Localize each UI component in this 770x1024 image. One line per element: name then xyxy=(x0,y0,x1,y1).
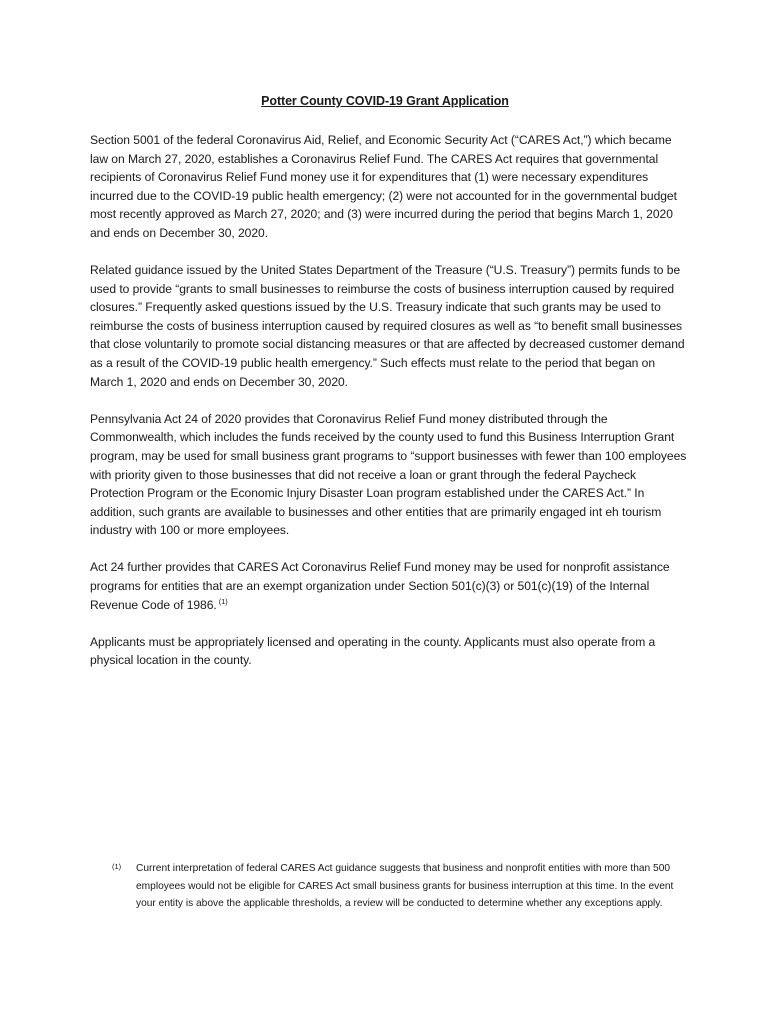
paragraph-treasury-guidance: Related guidance issued by the United States Department of the Treasure (“U.S. Treasury”) permits funds to be used to provide “grants to small businesses to reimburse the costs of business interruption caused by required closures.” Frequently asked questions issued by the U.S. Treasury indicate that such grants may be used to reimburse the costs of business interruption caused by required closures as well as “to benefit small businesses that close voluntarily to promote social distancing measures or that are affected by decreased customer demand as a result of the COVID-19 public health emergency.” Such effects must relate to the period that began on March 1, 2020 and ends on December 30, 2020. xyxy=(90,263,685,389)
paragraph-nonprofit-text: Act 24 further provides that CARES Act Coronavirus Relief Fund money may be used for nonprofit assistance programs for entities that are an exempt organization under Section 501(c)(3) or 501(c)(19) of the Internal Revenue Code of 1986. xyxy=(90,560,670,612)
footnote-reference: (1) xyxy=(218,596,228,606)
paragraph-eligibility: Applicants must be appropriately licensed and operating in the county. Applicants must also operate from a physical location in the county. xyxy=(90,634,656,668)
paragraph-nonprofit xyxy=(90,558,690,614)
footnote xyxy=(112,860,692,913)
document-title: Potter County COVID-19 Grant Application xyxy=(261,94,509,108)
paragraph-cares-act: Section 5001 of the federal Coronavirus Aid, Relief, and Economic Security Act (“CARES Act,”) which became law on March 27, 2020, establishes a Coronavirus Relief Fund. The CARES Act requires that governmental recipients of Coronavirus Relief Fund money use it for expenditures that (1) were necessary expenditures incurred due to the COVID-19 public health emergency; (2) were not accounted for in the governmental budget most recently approved as March 27, 2020; and (3) were incurred during the period that begins March 1, 2020 and ends on December 30, 2020. xyxy=(90,133,677,240)
footnote-text: Current interpretation of federal CARES Act guidance suggests that business and nonprofit entities with more than 500 employees would not be eligible for CARES Act small business grants for business interruption at this time. In the event your entity is above the applicable thresholds, a review will be conducted to determine whether any exceptions apply. xyxy=(136,863,674,910)
footnote-mark: (1) xyxy=(112,862,122,871)
paragraph-pa-act-24: Pennsylvania Act 24 of 2020 provides that Coronavirus Relief Fund money distributed through the Commonwealth, which includes the funds received by the county used to fund this Business Interruption Grant program, may be used for small business grant programs to “support businesses with fewer than 100 employees with priority given to those businesses that did not receive a loan or grant through the federal Paycheck Protection Program or the Economic Injury Disaster Loan program established under the CARES Act.” In addition, such grants are available to businesses and other entities that are primarily engaged int eh tourism industry with 100 or more employees. xyxy=(90,411,687,538)
document-body xyxy=(90,131,690,688)
